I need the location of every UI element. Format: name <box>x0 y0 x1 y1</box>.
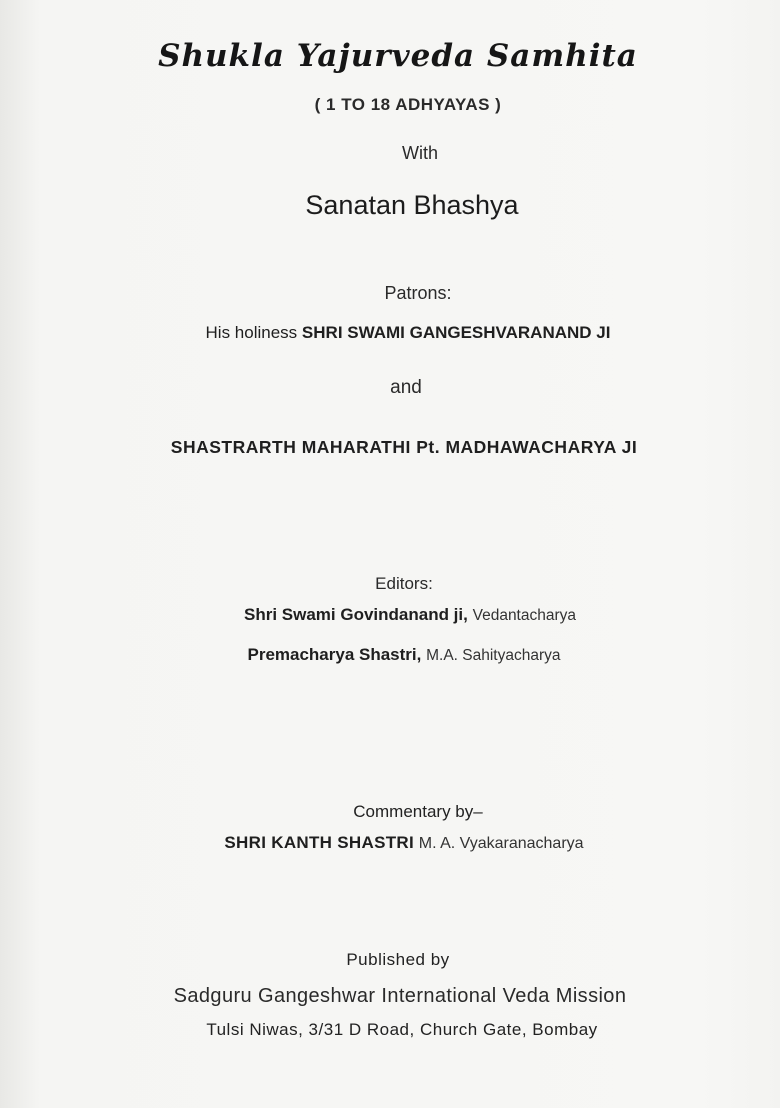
publisher-address: Tulsi Niwas, 3/31 D Road, Church Gate, Bombay <box>206 1020 598 1039</box>
editor-name: Shri Swami Govindanand ji, <box>243 605 468 624</box>
commentary-label: Commentary by– <box>353 802 483 821</box>
editor-item <box>20 605 780 625</box>
editor-item <box>14 645 780 665</box>
editor-role: M.A. Sahityacharya <box>426 647 561 664</box>
commentator <box>14 833 780 853</box>
editors-label: Editors: <box>375 574 433 593</box>
patron-first <box>18 323 780 343</box>
editor-name: Premacharya Shastri, <box>247 645 422 664</box>
patrons-conjunction: and <box>390 377 422 398</box>
with-label: With <box>402 143 438 163</box>
publisher-name: Sadguru Gangeshwar International Veda Mission <box>173 985 627 1007</box>
commentator-name: SHRI KANTH SHASTRI <box>224 833 414 852</box>
patron-second-name: SHASTRARTH MAHARATHI Pt. MADHAWACHARYA JI <box>170 437 638 457</box>
published-label: Published by <box>346 950 450 969</box>
editor-role: Vedantacharya <box>472 607 577 624</box>
book-title: Shukla Yajurveda Samhita <box>158 38 638 74</box>
commentator-role: M. A. Vyakaranacharya <box>418 835 584 852</box>
bhashya-title: Sanatan Bhashya <box>305 190 519 220</box>
patrons-label: Patrons: <box>384 283 452 303</box>
patron-first-prefix: His holiness <box>205 323 298 342</box>
patron-first-name: SHRI SWAMI GANGESHVARANAND JI <box>301 323 611 342</box>
book-subtitle: ( 1 TO 18 ADHYAYAS ) <box>314 95 502 114</box>
